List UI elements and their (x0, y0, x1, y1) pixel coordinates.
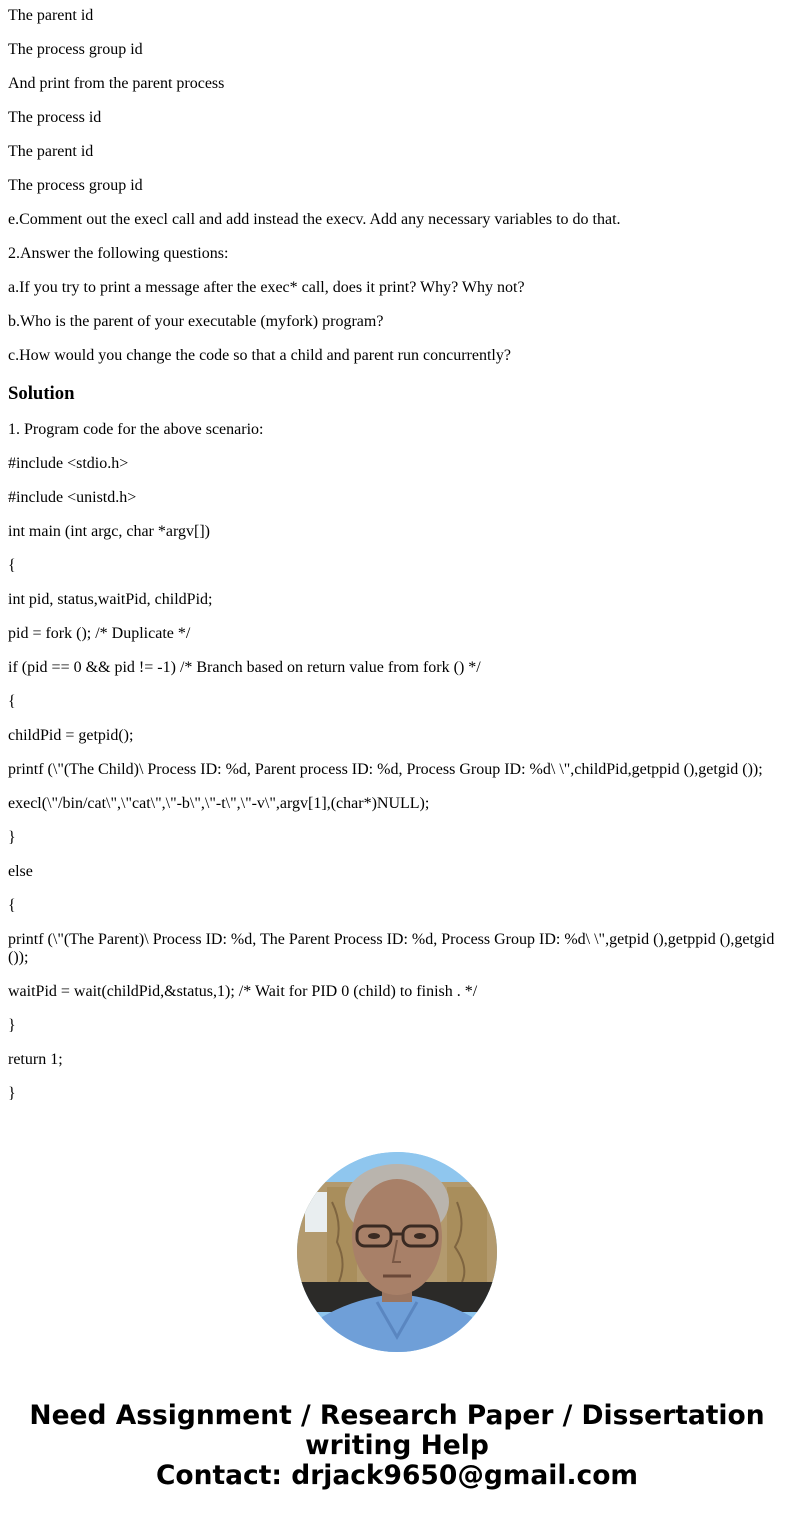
code-line: printf (\"(The Child)\ Process ID: %d, Parent process ID: %d, Process Group ID: %d\ \",childPid,getppid (),getgid ()); (8, 761, 763, 778)
avatar-portrait-icon (297, 1152, 497, 1352)
code-line: waitPid = wait(childPid,&status,1); /* Wait for PID 0 (child) to finish . */ (8, 983, 478, 1000)
promo-line-2: writing Help (305, 1430, 489, 1461)
code-line: return 1; (8, 1051, 63, 1068)
code-line: else (8, 863, 33, 880)
question-line: The parent id (8, 7, 94, 24)
code-line: { (8, 897, 16, 914)
promo-contact: Contact: drjack9650@gmail.com (155, 1460, 639, 1491)
question-line: The process group id (8, 41, 143, 58)
question-line: b.Who is the parent of your executable (myfork) program? (8, 313, 384, 330)
author-avatar-container (0, 1152, 794, 1352)
solution-section (8, 421, 786, 1103)
question-line: And print from the parent process (8, 75, 225, 92)
document-body (0, 7, 794, 1103)
question-line: a.If you try to print a message after the exec* call, does it print? Why? Why not? (8, 279, 525, 296)
code-line: #include <unistd.h> (8, 489, 137, 506)
solution-heading: Solution (8, 383, 75, 404)
promo-line-1: Need Assignment / Research Paper / Dissertation (29, 1400, 765, 1431)
question-section (8, 7, 786, 365)
code-line: if (pid == 0 && pid != -1) /* Branch based on return value from fork () */ (8, 659, 481, 676)
code-line: printf (\"(The Parent)\ Process ID: %d, The Parent Process ID: %d, Process Group ID: %d\ \",getpid (),getppid (),getgid ()); (8, 931, 775, 966)
question-line: e.Comment out the execl call and add instead the execv. Add any necessary variables to do that. (8, 211, 621, 228)
code-line: { (8, 693, 16, 710)
code-line: int pid, status,waitPid, childPid; (8, 591, 213, 608)
code-line: #include <stdio.h> (8, 455, 129, 472)
question-line: 2.Answer the following questions: (8, 245, 229, 262)
code-line: pid = fork (); /* Duplicate */ (8, 625, 191, 642)
question-line: The process group id (8, 177, 143, 194)
code-line: } (8, 1085, 16, 1102)
code-line: } (8, 829, 16, 846)
question-line: c.How would you change the code so that a child and parent run concurrently? (8, 347, 511, 364)
question-line: The parent id (8, 143, 94, 160)
promo-banner (0, 1401, 794, 1491)
author-avatar (297, 1152, 497, 1352)
code-line: execl(\"/bin/cat\",\"cat\",\"-b\",\"-t\",\"-v\",argv[1],(char*)NULL); (8, 795, 430, 812)
question-line: The process id (8, 109, 102, 126)
code-line: int main (int argc, char *argv[]) (8, 523, 210, 540)
solution-intro: 1. Program code for the above scenario: (8, 421, 264, 438)
code-line: childPid = getpid(); (8, 727, 134, 744)
code-line: { (8, 557, 16, 574)
code-line: } (8, 1017, 16, 1034)
